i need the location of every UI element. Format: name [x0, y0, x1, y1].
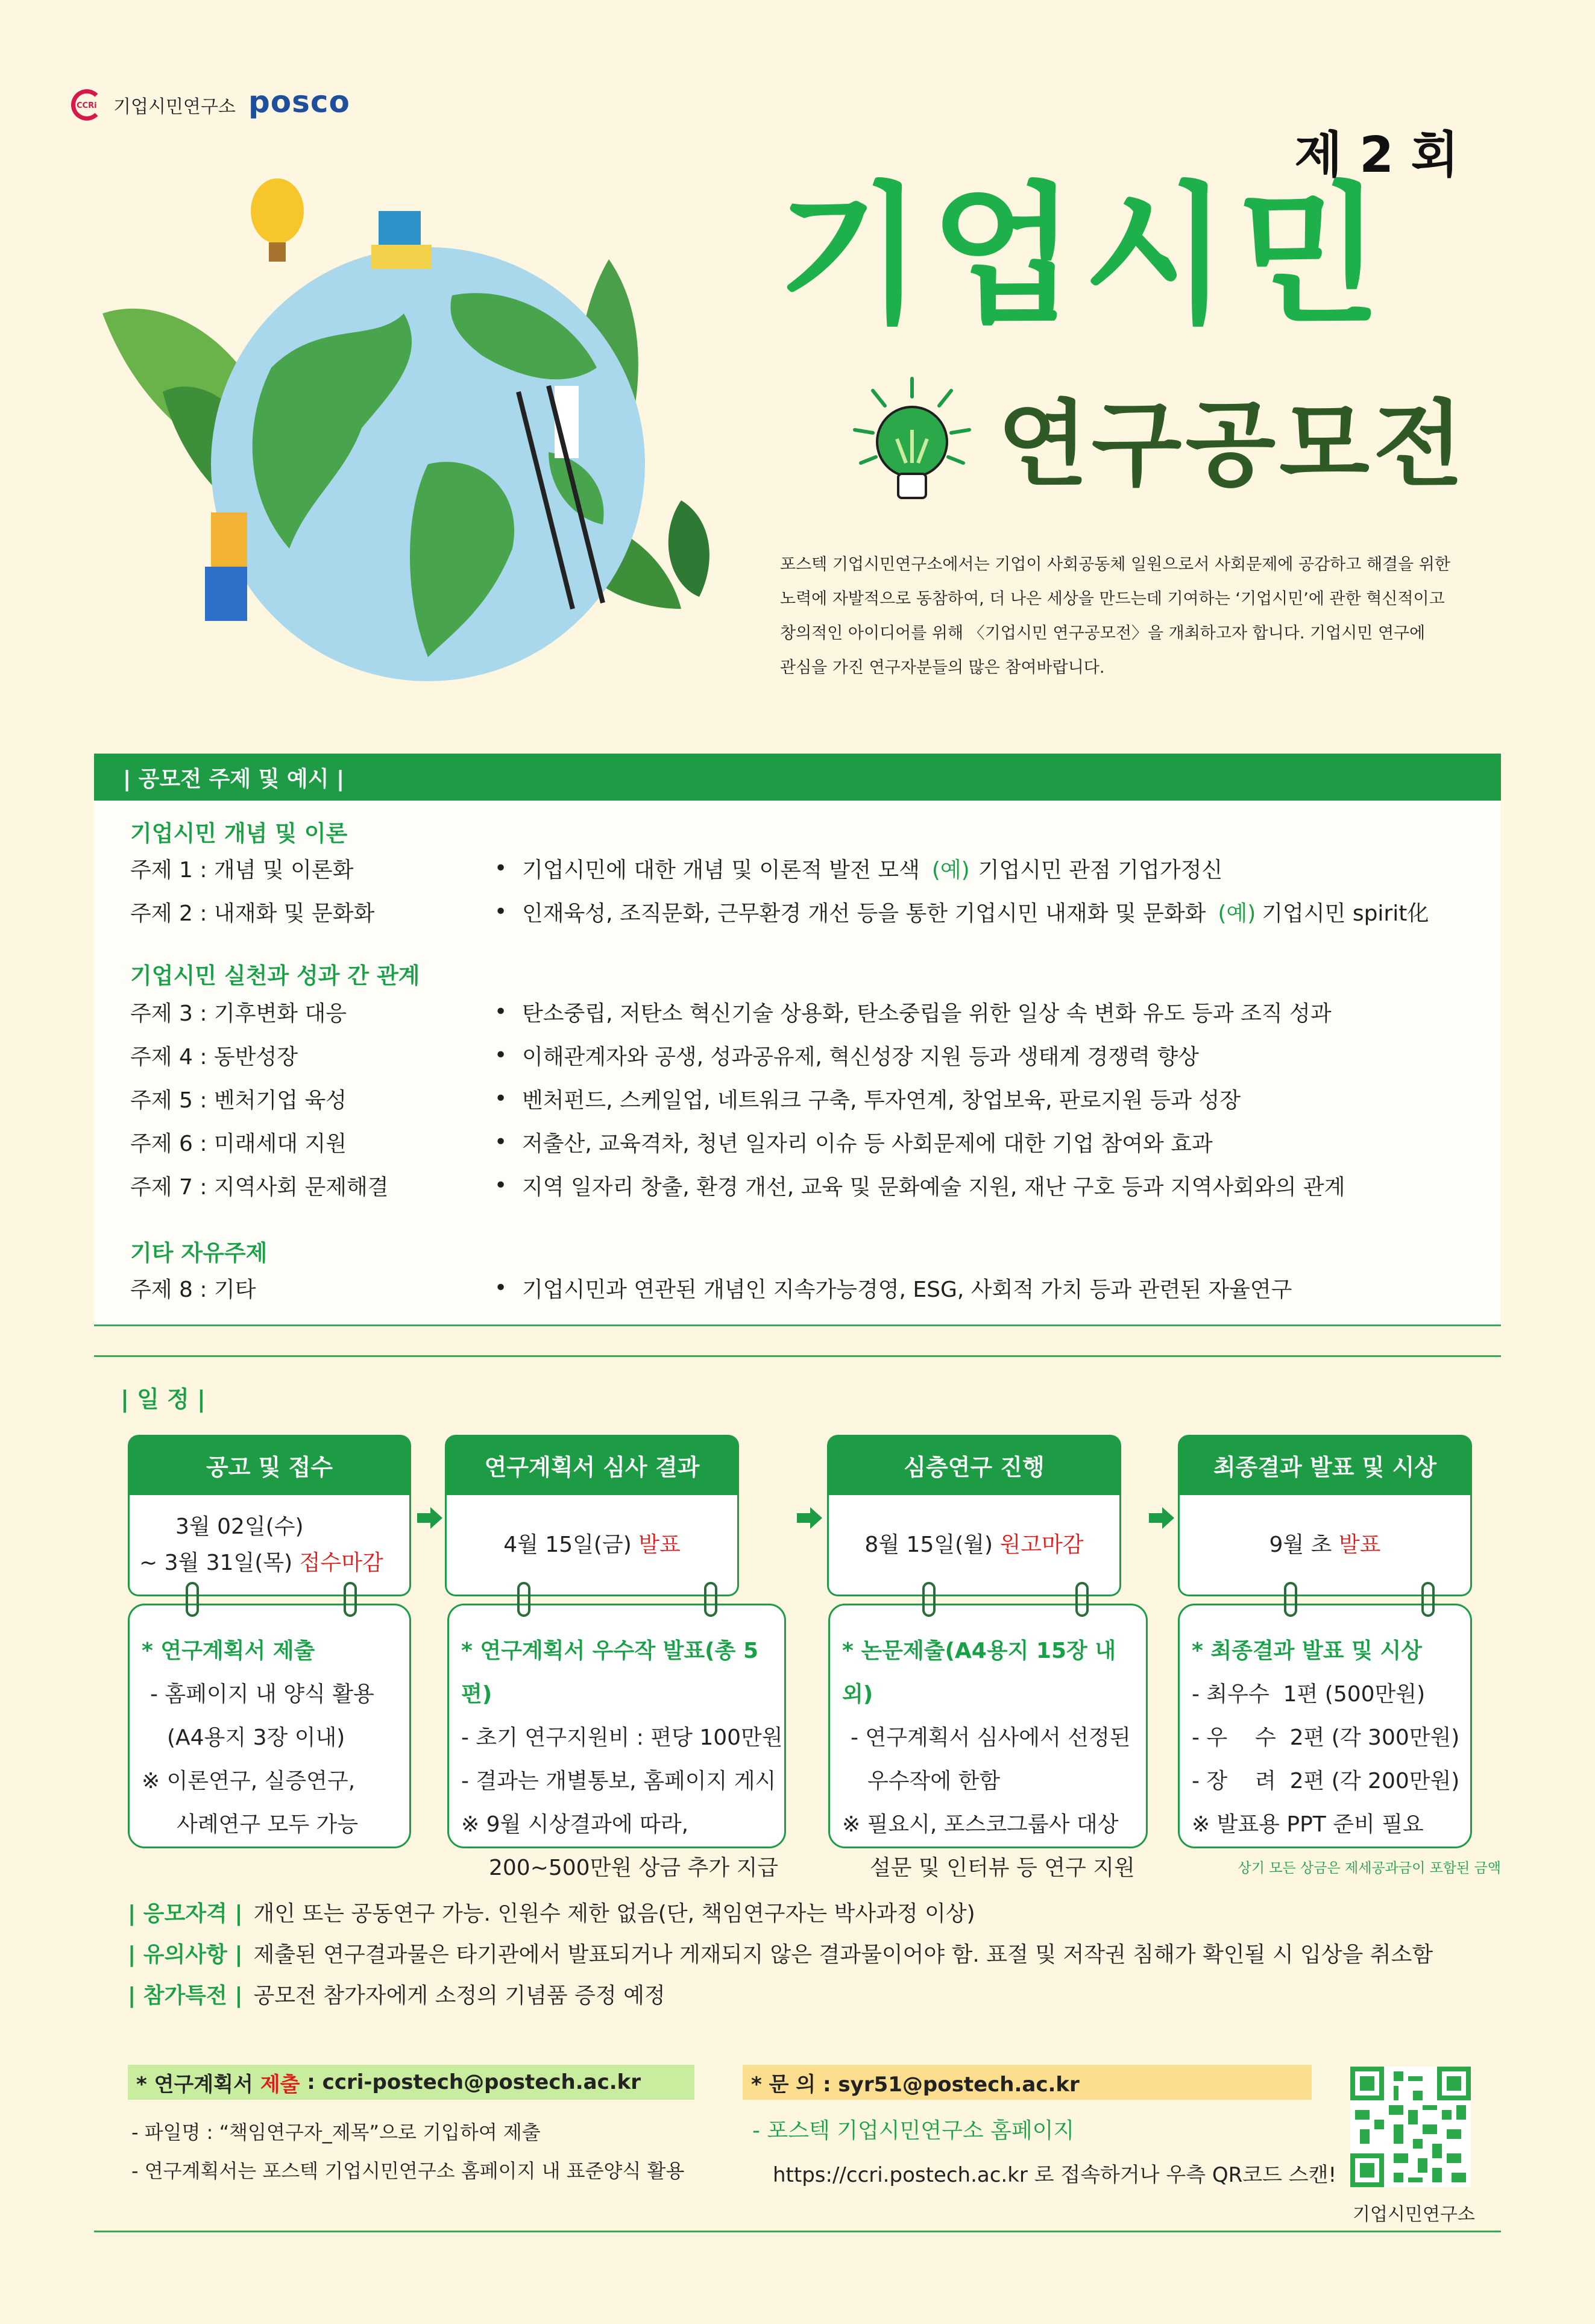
schedule-step-title: 최종결과 발표 및 시상: [1178, 1435, 1472, 1495]
qr-code-icon[interactable]: [1350, 2067, 1471, 2187]
schedule-detail-box: [1178, 1604, 1472, 1848]
topics-panel: [94, 801, 1501, 1326]
event-round: 제 2 회: [1294, 127, 1459, 184]
bullet: •: [494, 1086, 508, 1111]
info-text: 제출된 연구결과물은 타기관에서 발표되거나 게재되지 않은 결과물이어야 함. 표절 및 저작권 침해가 확인될 시 입상을 취소함: [253, 1942, 1433, 1967]
detail-line: - 초기 연구지원비 : 편당 100만원: [461, 1725, 783, 1750]
schedule-step-title: 심층연구 진행: [827, 1435, 1121, 1495]
submit-email[interactable]: : ccri-postech@postech.ac.kr: [300, 2070, 641, 2094]
schedule-detail-box: [447, 1604, 786, 1880]
info-label: | 참가특전 |: [128, 1983, 243, 2008]
topic-row: [130, 994, 1477, 1030]
inquiry-email-box[interactable]: * 문 의 : syr51@postech.ac.kr: [743, 2065, 1312, 2100]
topic-desc: 탄소중립, 저탄소 혁신기술 상용화, 탄소중립을 위한 일상 속 변화 유도 등과 조직 성과: [522, 1001, 1332, 1026]
example-text: 기업시민 관점 기업가정신: [978, 857, 1223, 883]
schedule-step-date: [827, 1495, 1121, 1596]
homepage-label: - 포스텍 기업시민연구소 홈페이지: [752, 2118, 1075, 2143]
topic-label: 주제 8 : 기타: [130, 1277, 256, 1302]
topic-row: [130, 1124, 1477, 1160]
detail-line: - 최우수 1편 (500만원): [1192, 1682, 1426, 1707]
schedule-step-date: [128, 1495, 411, 1596]
topics-section-header: | 공모전 주제 및 예시 |: [94, 754, 1501, 801]
detail-line: 우수작에 한함: [867, 1769, 1001, 1793]
topic-label: 주제 3 : 기후변화 대응: [130, 1001, 347, 1026]
detail-heading: * 연구계획서 우수작 발표(총 5편): [461, 1639, 758, 1707]
submit-email-box: [128, 2065, 694, 2100]
title-main: 기업시민: [778, 168, 1389, 344]
detail-line: - 연구계획서 심사에서 선정된: [851, 1725, 1131, 1750]
detail-heading: * 최종결과 발표 및 시상: [1192, 1639, 1422, 1663]
topic-desc: 기업시민에 대한 개념 및 이론적 발전 모색: [522, 857, 920, 883]
detail-line: 200~500만원 상금 추가 지급: [489, 1856, 779, 1880]
topic-desc: 지역 일자리 창출, 환경 개선, 교육 및 문화예술 지원, 재난 구호 등과 지역사회와의 관계: [522, 1174, 1345, 1200]
binder-ring-icon: [1075, 1582, 1089, 1617]
intro-line: 노력에 자발적으로 동참하여, 더 나은 세상을 만드는데 기여하는 ‘기업시민’에 관한 혁신적이고: [780, 590, 1445, 608]
info-benefits: [128, 1979, 665, 2009]
binder-ring-icon: [1284, 1582, 1297, 1617]
binder-ring-icon: [704, 1582, 717, 1617]
date: 8월 15일(월): [864, 1532, 993, 1557]
topic-desc: 벤처펀드, 스케일업, 네트워크 구축, 투자연계, 창업보육, 판로지원 등과 성장: [522, 1088, 1241, 1113]
detail-heading: * 논문제출(A4용지 15장 내외): [842, 1639, 1116, 1707]
topic-label: 주제 5 : 벤처기업 육성: [130, 1088, 347, 1113]
info-text: 공모전 참가자에게 소정의 기념품 증정 예정: [253, 1983, 665, 2008]
date-end: ~ 3월 31일(목): [139, 1550, 293, 1575]
topic-row: [130, 893, 1477, 930]
example-text: 기업시민 spirit化: [1262, 901, 1429, 926]
detail-heading: * 연구계획서 제출: [142, 1639, 315, 1663]
topic-row: [130, 1167, 1477, 1203]
detail-line: ※ 9월 시상결과에 따라,: [461, 1812, 689, 1837]
info-text: 개인 또는 공동연구 가능. 인원수 제한 없음(단, 책임연구자는 박사과정 이상): [253, 1901, 975, 1926]
topic-row: [130, 1080, 1477, 1116]
detail-line: - 결과는 개별통보, 홈페이지 게시: [461, 1769, 776, 1793]
category-title: 기업시민 실천과 성과 간 관계: [130, 963, 420, 989]
date-start: 3월 02일(수): [175, 1514, 304, 1539]
bottom-divider: [94, 2231, 1501, 2232]
binder-ring-icon: [517, 1582, 530, 1617]
binder-ring-icon: [1421, 1582, 1435, 1617]
detail-line: - 장 려 2편 (각 200만원): [1192, 1769, 1460, 1793]
ccri-logo: [71, 89, 236, 121]
submit-word: 제출: [260, 2072, 300, 2097]
posco-logo: posco: [248, 84, 350, 119]
binder-ring-icon: [186, 1582, 199, 1617]
submit-prefix: * 연구계획서: [136, 2072, 260, 2097]
arrow-right-icon: [796, 1506, 823, 1530]
detail-line: - 홈페이지 내 양식 활용: [150, 1682, 374, 1707]
status-tag: 발표: [1338, 1532, 1381, 1557]
arrow-right-icon: [1148, 1506, 1175, 1530]
bullet: •: [494, 1042, 508, 1068]
detail-line: ※ 필요시, 포스코그룹사 대상: [842, 1812, 1119, 1837]
topic-row: [130, 1270, 1477, 1306]
title-sub: 연구공모전: [998, 390, 1467, 499]
status-tag: 발표: [638, 1532, 681, 1557]
topic-label: 주제 4 : 동반성장: [130, 1044, 298, 1069]
category-title: 기업시민 개념 및 이론: [130, 820, 348, 846]
binder-ring-icon: [344, 1582, 357, 1617]
schedule-step-date: [445, 1495, 739, 1596]
topic-label: 주제 6 : 미래세대 지원: [130, 1131, 347, 1156]
category-title: 기타 자유주제: [130, 1240, 268, 1266]
intro-line: 관심을 가진 연구자분들의 많은 참여바랍니다.: [780, 658, 1105, 677]
detail-line: (A4용지 3장 이내): [167, 1725, 345, 1750]
info-cautions: [128, 1938, 1433, 1968]
submit-note: - 파일명 : “책임연구자_제목”으로 기입하여 제출: [131, 2121, 541, 2144]
org-name: 기업시민연구소: [113, 96, 236, 118]
bullet: •: [494, 1129, 508, 1154]
prize-footnote: 상기 모든 상금은 제세공과금이 포함된 금액: [1238, 1860, 1501, 1876]
bullet: •: [494, 855, 508, 881]
topic-row: [130, 1037, 1477, 1073]
homepage-url[interactable]: https://ccri.postech.ac.kr 로 접속하거나 우측 QR코드 스캔!: [773, 2163, 1337, 2187]
date: 4월 15일(금): [503, 1532, 632, 1557]
ccri-logo-text: CCRi: [77, 101, 97, 110]
deadline-tag: 접수마감: [299, 1550, 383, 1575]
bullet: •: [494, 999, 508, 1024]
schedule-detail-box: [128, 1604, 411, 1848]
schedule-step-title: 연구계획서 심사 결과: [445, 1435, 739, 1495]
detail-line: 사례연구 모두 가능: [177, 1812, 359, 1837]
detail-line: 설문 및 인터뷰 등 연구 지원: [870, 1856, 1135, 1880]
bullet: •: [494, 1173, 508, 1198]
intro-text: [780, 547, 1521, 685]
intro-line: 포스텍 기업시민연구소에서는 기업이 사회공동체 일원으로서 사회문제에 공감하고 해결을 위한: [780, 555, 1450, 574]
detail-line: ※ 발표용 PPT 준비 필요: [1192, 1812, 1424, 1837]
detail-line: - 우 수 2편 (각 300만원): [1192, 1725, 1460, 1750]
topic-desc: 인재육성, 조직문화, 근무환경 개선 등을 통한 기업시민 내재화 및 문화화: [522, 901, 1206, 926]
topic-label: 주제 2 : 내재화 및 문화화: [130, 901, 375, 926]
example-marker: (예): [931, 857, 970, 883]
info-label: | 응모자격 |: [128, 1901, 243, 1926]
example-marker: (예): [1218, 901, 1256, 926]
divider: [94, 1355, 1501, 1357]
topic-label: 주제 1 : 개념 및 이론화: [130, 857, 354, 883]
schedule-section-title: | 일 정 |: [121, 1386, 206, 1412]
deadline-tag: 원고마감: [999, 1532, 1084, 1557]
detail-line: ※ 이론연구, 실증연구,: [142, 1769, 356, 1793]
info-label: | 유의사항 |: [128, 1942, 243, 1967]
lightbulb-icon: [849, 373, 975, 511]
submit-note: - 연구계획서는 포스텍 기업시민연구소 홈페이지 내 표준양식 활용: [131, 2159, 685, 2182]
topic-label: 주제 7 : 지역사회 문제해결: [130, 1174, 389, 1200]
topic-desc: 기업시민과 연관된 개념인 지속가능경영, ESG, 사회적 가치 등과 관련된 자율연구: [522, 1277, 1292, 1302]
info-eligibility: [128, 1897, 975, 1927]
bullet: •: [494, 899, 508, 924]
binder-ring-icon: [922, 1582, 936, 1617]
schedule-step-date: [1178, 1495, 1472, 1596]
schedule-step-title: 공고 및 접수: [128, 1435, 411, 1495]
earth-illustration: [90, 175, 741, 693]
ccri-logo-mark: [71, 89, 102, 121]
topic-row: [130, 850, 1477, 886]
qr-caption: 기업시민연구소: [1353, 2204, 1475, 2225]
topic-desc: 이해관계자와 공생, 성과공유제, 혁신성장 지원 등과 생태계 경쟁력 향상: [522, 1044, 1199, 1069]
topic-desc: 저출산, 교육격차, 청년 일자리 이슈 등 사회문제에 대한 기업 참여와 효과: [522, 1131, 1213, 1156]
arrow-right-icon: [416, 1506, 444, 1530]
intro-line: 창의적인 아이디어를 위해 〈기업시민 연구공모전〉을 개최하고자 합니다. 기업시민 연구에: [780, 624, 1426, 643]
date: 9월 초: [1269, 1532, 1332, 1557]
schedule-detail-box: [828, 1604, 1148, 1880]
bullet: •: [494, 1275, 508, 1300]
